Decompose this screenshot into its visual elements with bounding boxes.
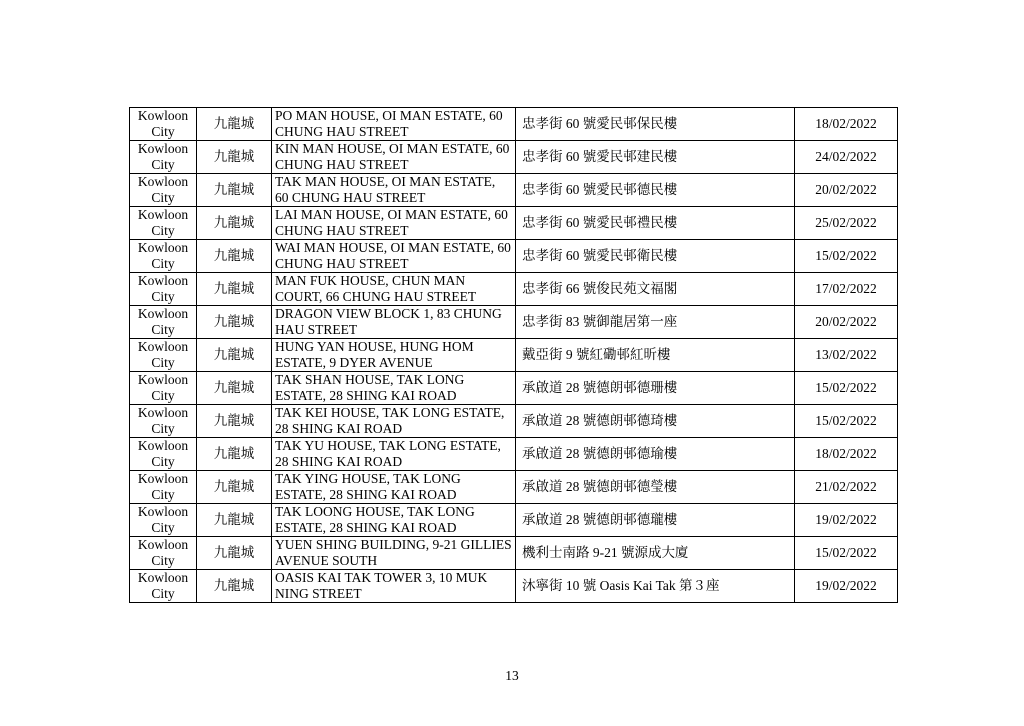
date-cell: 19/02/2022 (795, 504, 898, 537)
page-number: 13 (505, 668, 519, 683)
address-zh-cell: 承啟道 28 號德朗邨德琦樓 (516, 405, 795, 438)
district-en-cell: Kowloon City (130, 108, 197, 141)
table-row (130, 240, 898, 273)
table-row (130, 108, 898, 141)
address-zh-cell: 忠孝街 60 號愛民邨禮民樓 (516, 207, 795, 240)
table-row (130, 537, 898, 570)
table-row (130, 405, 898, 438)
table-row (130, 504, 898, 537)
address-zh-cell: 忠孝街 60 號愛民邨衛民樓 (516, 240, 795, 273)
date-cell: 21/02/2022 (795, 471, 898, 504)
address-en-cell: TAK MAN HOUSE, OI MAN ESTATE, 60 CHUNG HAU STREET (272, 174, 516, 207)
district-zh-cell: 九龍城 (197, 372, 272, 405)
district-en-cell: Kowloon City (130, 471, 197, 504)
date-cell: 20/02/2022 (795, 174, 898, 207)
address-en-cell: HUNG YAN HOUSE, HUNG HOM ESTATE, 9 DYER AVENUE (272, 339, 516, 372)
district-zh-cell: 九龍城 (197, 174, 272, 207)
date-cell: 15/02/2022 (795, 240, 898, 273)
address-zh-cell: 承啟道 28 號德朗邨德瓏樓 (516, 504, 795, 537)
address-en-cell: LAI MAN HOUSE, OI MAN ESTATE, 60 CHUNG HAU STREET (272, 207, 516, 240)
address-en-cell: YUEN SHING BUILDING, 9-21 GILLIES AVENUE SOUTH (272, 537, 516, 570)
district-en-cell: Kowloon City (130, 570, 197, 603)
district-en-cell: Kowloon City (130, 372, 197, 405)
date-cell: 15/02/2022 (795, 537, 898, 570)
date-cell: 18/02/2022 (795, 108, 898, 141)
address-en-cell: TAK LOONG HOUSE, TAK LONG ESTATE, 28 SHING KAI ROAD (272, 504, 516, 537)
table-row (130, 372, 898, 405)
buildings-table (129, 107, 898, 603)
address-en-cell: TAK YING HOUSE, TAK LONG ESTATE, 28 SHING KAI ROAD (272, 471, 516, 504)
date-cell: 17/02/2022 (795, 273, 898, 306)
date-cell: 19/02/2022 (795, 570, 898, 603)
date-cell: 15/02/2022 (795, 405, 898, 438)
table-row (130, 174, 898, 207)
address-zh-cell: 忠孝街 60 號愛民邨保民樓 (516, 108, 795, 141)
district-zh-cell: 九龍城 (197, 273, 272, 306)
district-en-cell: Kowloon City (130, 240, 197, 273)
address-zh-cell: 承啟道 28 號德朗邨德瑜樓 (516, 438, 795, 471)
address-en-cell: KIN MAN HOUSE, OI MAN ESTATE, 60 CHUNG HAU STREET (272, 141, 516, 174)
date-cell: 18/02/2022 (795, 438, 898, 471)
address-en-cell: DRAGON VIEW BLOCK 1, 83 CHUNG HAU STREET (272, 306, 516, 339)
district-zh-cell: 九龍城 (197, 339, 272, 372)
district-en-cell: Kowloon City (130, 306, 197, 339)
district-zh-cell: 九龍城 (197, 207, 272, 240)
address-zh-cell: 忠孝街 60 號愛民邨建民樓 (516, 141, 795, 174)
date-cell: 20/02/2022 (795, 306, 898, 339)
district-zh-cell: 九龍城 (197, 438, 272, 471)
table-row (130, 438, 898, 471)
address-zh-cell: 忠孝街 83 號御龍居第一座 (516, 306, 795, 339)
address-en-cell: PO MAN HOUSE, OI MAN ESTATE, 60 CHUNG HAU STREET (272, 108, 516, 141)
district-zh-cell: 九龍城 (197, 405, 272, 438)
address-zh-cell: 承啟道 28 號德朗邨德珊樓 (516, 372, 795, 405)
date-cell: 13/02/2022 (795, 339, 898, 372)
date-cell: 15/02/2022 (795, 372, 898, 405)
address-en-cell: WAI MAN HOUSE, OI MAN ESTATE, 60 CHUNG HAU STREET (272, 240, 516, 273)
district-zh-cell: 九龍城 (197, 141, 272, 174)
date-cell: 24/02/2022 (795, 141, 898, 174)
address-en-cell: TAK KEI HOUSE, TAK LONG ESTATE, 28 SHING KAI ROAD (272, 405, 516, 438)
district-zh-cell: 九龍城 (197, 240, 272, 273)
district-en-cell: Kowloon City (130, 273, 197, 306)
table-row (130, 207, 898, 240)
address-zh-cell: 忠孝街 66 號俊民苑文福閣 (516, 273, 795, 306)
address-en-cell: TAK SHAN HOUSE, TAK LONG ESTATE, 28 SHING KAI ROAD (272, 372, 516, 405)
address-en-cell: OASIS KAI TAK TOWER 3, 10 MUK NING STREET (272, 570, 516, 603)
address-zh-cell: 戴亞街 9 號紅磡邨紅昕樓 (516, 339, 795, 372)
district-en-cell: Kowloon City (130, 537, 197, 570)
table-row (130, 471, 898, 504)
district-en-cell: Kowloon City (130, 438, 197, 471)
district-zh-cell: 九龍城 (197, 108, 272, 141)
district-zh-cell: 九龍城 (197, 537, 272, 570)
district-zh-cell: 九龍城 (197, 504, 272, 537)
district-zh-cell: 九龍城 (197, 570, 272, 603)
address-zh-cell: 忠孝街 60 號愛民邨德民樓 (516, 174, 795, 207)
table-row (130, 141, 898, 174)
date-cell: 25/02/2022 (795, 207, 898, 240)
district-zh-cell: 九龍城 (197, 306, 272, 339)
table-row (130, 570, 898, 603)
table-row (130, 306, 898, 339)
address-zh-cell: 機利士南路 9-21 號源成大廈 (516, 537, 795, 570)
district-en-cell: Kowloon City (130, 141, 197, 174)
address-zh-cell: 沐寧街 10 號 Oasis Kai Tak 第３座 (516, 570, 795, 603)
district-en-cell: Kowloon City (130, 207, 197, 240)
table-row (130, 339, 898, 372)
buildings-table-body (130, 108, 898, 603)
district-en-cell: Kowloon City (130, 339, 197, 372)
district-en-cell: Kowloon City (130, 405, 197, 438)
district-en-cell: Kowloon City (130, 504, 197, 537)
address-en-cell: TAK YU HOUSE, TAK LONG ESTATE, 28 SHING KAI ROAD (272, 438, 516, 471)
address-zh-cell: 承啟道 28 號德朗邨德瑩樓 (516, 471, 795, 504)
district-zh-cell: 九龍城 (197, 471, 272, 504)
address-en-cell: MAN FUK HOUSE, CHUN MAN COURT, 66 CHUNG HAU STREET (272, 273, 516, 306)
district-en-cell: Kowloon City (130, 174, 197, 207)
table-row (130, 273, 898, 306)
